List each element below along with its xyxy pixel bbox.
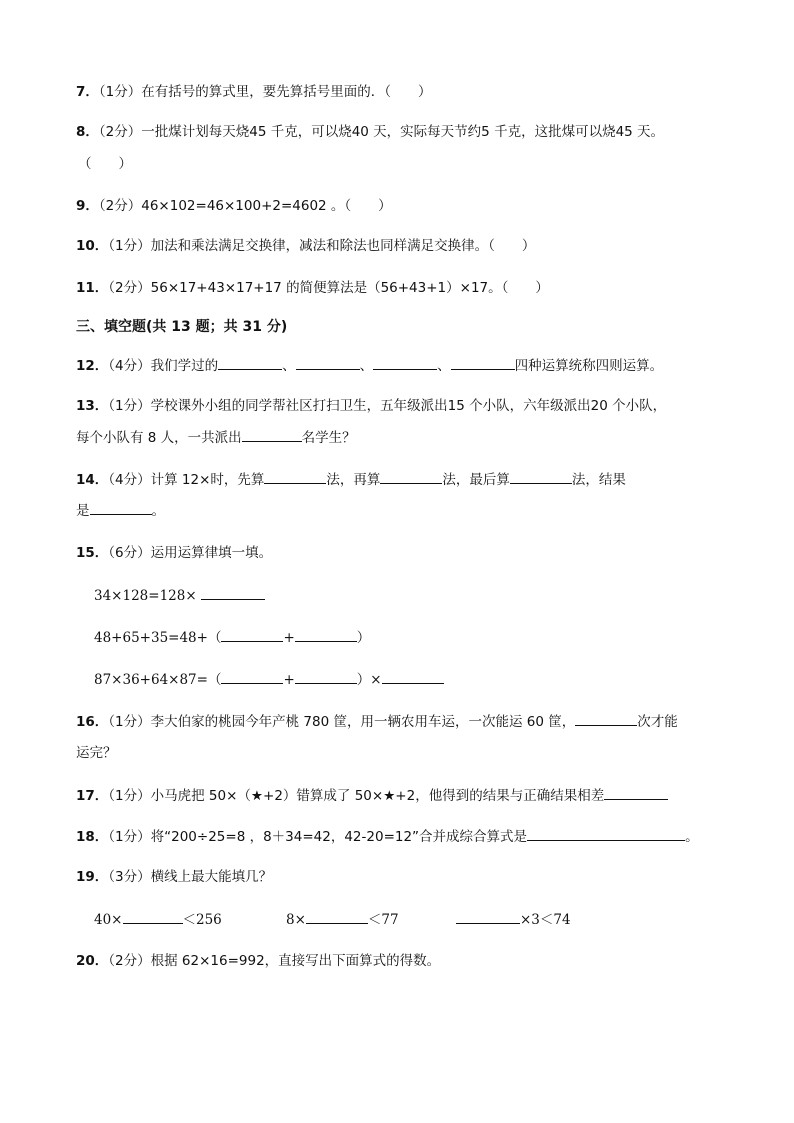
separator: 、 bbox=[282, 358, 296, 374]
answer-blank[interactable] bbox=[242, 427, 302, 442]
question-10 bbox=[76, 236, 535, 256]
question-19 bbox=[76, 867, 272, 887]
question-number: 15． bbox=[76, 545, 109, 561]
question-13 bbox=[76, 396, 666, 416]
question-16 bbox=[76, 711, 678, 732]
question-number: 14． bbox=[76, 472, 109, 488]
answer-blank[interactable] bbox=[373, 355, 437, 370]
question-14 bbox=[76, 469, 626, 490]
answer-blank[interactable] bbox=[604, 785, 668, 800]
question-18 bbox=[76, 826, 699, 847]
question-text: （2分）46×102=46×100+2=4602 。（ ） bbox=[98, 198, 392, 214]
answer-blank[interactable] bbox=[264, 469, 326, 484]
expression: 48+65+35=48+（ bbox=[94, 630, 222, 646]
question-7 bbox=[76, 82, 432, 102]
question-text: 运完？ bbox=[76, 745, 117, 761]
answer-blank[interactable] bbox=[575, 711, 637, 726]
question-number: 8． bbox=[76, 124, 99, 140]
expression: + bbox=[283, 630, 295, 646]
expression: 34×128=128× bbox=[94, 588, 197, 604]
question-number: 17． bbox=[76, 788, 109, 804]
question-text: 每个小队有 8 人，一共派出 bbox=[76, 430, 242, 446]
question-text: 。 bbox=[151, 503, 165, 519]
question-text: 法，结果 bbox=[571, 472, 626, 488]
question-15 bbox=[76, 543, 272, 563]
answer-blank[interactable] bbox=[451, 355, 515, 370]
question-text: 名学生？ bbox=[301, 430, 356, 446]
question-17 bbox=[76, 785, 668, 806]
question-text: 法，最后算 bbox=[442, 472, 510, 488]
separator: 、 bbox=[437, 358, 451, 374]
question-13-continuation bbox=[76, 427, 356, 448]
question-15-line-2 bbox=[94, 627, 370, 648]
question-19-expression-2 bbox=[286, 909, 399, 930]
question-15-line-1 bbox=[94, 585, 265, 606]
answer-blank[interactable] bbox=[90, 500, 152, 515]
expression: 8× bbox=[286, 912, 306, 928]
question-number: 10． bbox=[76, 238, 109, 254]
question-number: 7． bbox=[76, 84, 99, 100]
answer-blank[interactable] bbox=[221, 627, 283, 642]
question-20 bbox=[76, 951, 440, 971]
expression: + bbox=[283, 672, 295, 688]
question-text: 法，再算 bbox=[326, 472, 381, 488]
question-text: （1分）学校课外小组的同学帮社区打扫卫生，五年级派出15 个小队，六年级派出20 个小队， bbox=[108, 398, 667, 414]
question-number: 18． bbox=[76, 829, 109, 845]
question-text: （1分）李大伯家的桃园今年产桃 780 筐，用一辆农用车运，一次能运 60 筐， bbox=[108, 714, 576, 730]
question-8-continuation bbox=[78, 154, 132, 174]
answer-blank[interactable] bbox=[123, 909, 183, 924]
question-text: （2分）56×17+43×17+17 的简便算法是（56+43+1）×17。（ ） bbox=[108, 280, 549, 296]
expression: ）× bbox=[356, 672, 382, 688]
question-14-continuation bbox=[76, 500, 165, 521]
question-text: （2分）一批煤计划每天烧45 千克，可以烧40 天，实际每天节约5 千克，这批煤可以烧45 天。 bbox=[98, 124, 665, 140]
answer-blank[interactable] bbox=[510, 469, 572, 484]
answer-blank[interactable] bbox=[380, 469, 442, 484]
section-heading: 三、填空题(共 13 题；共 31 分) bbox=[76, 319, 288, 335]
question-16-continuation bbox=[76, 743, 117, 763]
question-8 bbox=[76, 122, 664, 142]
question-text: （4分）计算 12×时，先算 bbox=[108, 472, 265, 488]
answer-blank[interactable] bbox=[296, 355, 360, 370]
question-text: （1分）在有括号的算式里，要先算括号里面的．（ ） bbox=[98, 84, 432, 100]
expression: ＜256 bbox=[182, 912, 222, 928]
question-19-expression-1 bbox=[94, 909, 222, 930]
answer-blank[interactable] bbox=[382, 669, 444, 684]
question-number: 11． bbox=[76, 280, 109, 296]
question-12 bbox=[76, 355, 663, 376]
question-9 bbox=[76, 196, 392, 216]
question-text: （1分）加法和乘法满足交换律，减法和除法也同样满足交换律。（ ） bbox=[108, 238, 536, 254]
answer-parentheses: （ ） bbox=[78, 156, 132, 172]
expression: 87×36+64×87=（ bbox=[94, 672, 222, 688]
question-text: （1分）将“200÷25=8 ，8＋34=42，42-20=12”合并成综合算式是 bbox=[108, 829, 528, 845]
separator: 、 bbox=[359, 358, 374, 374]
question-number: 19． bbox=[76, 869, 109, 885]
expression: ×3＜74 bbox=[520, 912, 571, 928]
question-text: 四种运算统称四则运算。 bbox=[514, 358, 664, 374]
question-text: 次才能 bbox=[637, 714, 678, 730]
expression: ＜77 bbox=[367, 912, 399, 928]
answer-blank[interactable] bbox=[218, 355, 282, 370]
answer-blank[interactable] bbox=[456, 909, 520, 924]
question-text: （4分）我们学过的 bbox=[108, 358, 219, 374]
question-number: 16． bbox=[76, 714, 109, 730]
question-19-expression-3 bbox=[456, 909, 571, 930]
answer-blank[interactable] bbox=[295, 669, 357, 684]
answer-blank[interactable] bbox=[201, 585, 265, 600]
expression: 40× bbox=[94, 912, 123, 928]
expression: ） bbox=[356, 630, 371, 646]
question-number: 13． bbox=[76, 398, 109, 414]
answer-blank[interactable] bbox=[306, 909, 368, 924]
question-15-line-3 bbox=[94, 669, 444, 690]
answer-blank[interactable] bbox=[527, 826, 685, 841]
question-text: （6分）运用运算律填一填。 bbox=[108, 545, 273, 561]
question-number: 20． bbox=[76, 953, 109, 969]
answer-blank[interactable] bbox=[221, 669, 283, 684]
answer-blank[interactable] bbox=[295, 627, 357, 642]
question-11 bbox=[76, 278, 549, 298]
question-text: 是 bbox=[76, 503, 90, 519]
question-text: （3分）横线上最大能填几？ bbox=[108, 869, 273, 885]
question-text: 。 bbox=[685, 829, 699, 845]
question-text: （2分）根据 62×16=992，直接写出下面算式的得数。 bbox=[108, 953, 441, 969]
question-number: 9． bbox=[76, 198, 99, 214]
question-text: （1分）小马虎把 50×（★+2）错算成了 50×★+2，他得到的结果与正确结果相差 bbox=[108, 788, 605, 804]
question-number: 12． bbox=[76, 358, 109, 374]
